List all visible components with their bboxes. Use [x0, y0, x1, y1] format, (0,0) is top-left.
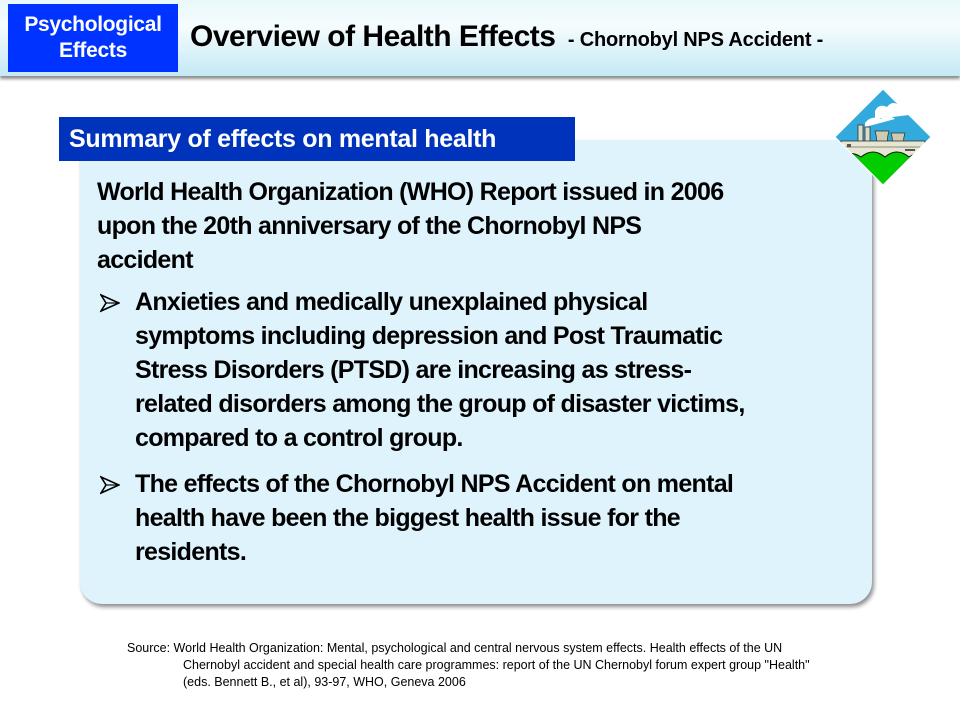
bullet-line: related disorders among the group of disaster victims,	[135, 390, 745, 418]
arrow-bullet-icon	[100, 475, 120, 495]
bullet-line: symptoms including depression and Post Traumatic	[135, 322, 723, 350]
intro-paragraph	[97, 175, 723, 277]
slide-title-subtitle: - Chornobyl NPS Accident -	[567, 29, 824, 51]
slide-header	[0, 0, 960, 76]
bullet-line: compared to a control group.	[135, 424, 463, 452]
bullet-line: Stress Disorders (PTSD) are increasing as stress-	[135, 356, 692, 384]
category-badge-line-1: Psychological	[24, 13, 162, 36]
source-line: Source: World Health Organization: Mental, psychological and central nervous system effects. Health effects of the UN	[127, 641, 783, 655]
category-badge	[8, 4, 178, 72]
source-citation	[127, 640, 810, 691]
source-line: (eds. Bennett B., et al), 93-97, WHO, Geneva 2006	[183, 675, 466, 689]
bullet-line: health have been the biggest health issue for the	[135, 504, 680, 532]
slide-title	[190, 20, 823, 54]
slide-title-main: Overview of Health Effects	[190, 20, 556, 53]
summary-panel-heading: Summary of effects on mental health	[59, 117, 575, 161]
bullet-line: Anxieties and medically unexplained physical	[135, 288, 648, 316]
intro-line: World Health Organization (WHO) Report issued in 2006	[97, 178, 724, 206]
intro-line: accident	[97, 246, 193, 274]
category-badge-line-2: Effects	[59, 39, 127, 62]
bullet-line: residents.	[135, 538, 247, 566]
intro-line: upon the 20th anniversary of the Chornobyl NPS	[97, 212, 642, 240]
nuclear-power-plant-icon	[835, 89, 931, 185]
bullet-line: The effects of the Chornobyl NPS Accident on mental	[135, 470, 734, 498]
source-line: Chernobyl accident and special health care programmes: report of the UN Chernobyl forum expert group "Health"	[183, 658, 810, 672]
arrow-bullet-icon	[100, 293, 120, 313]
